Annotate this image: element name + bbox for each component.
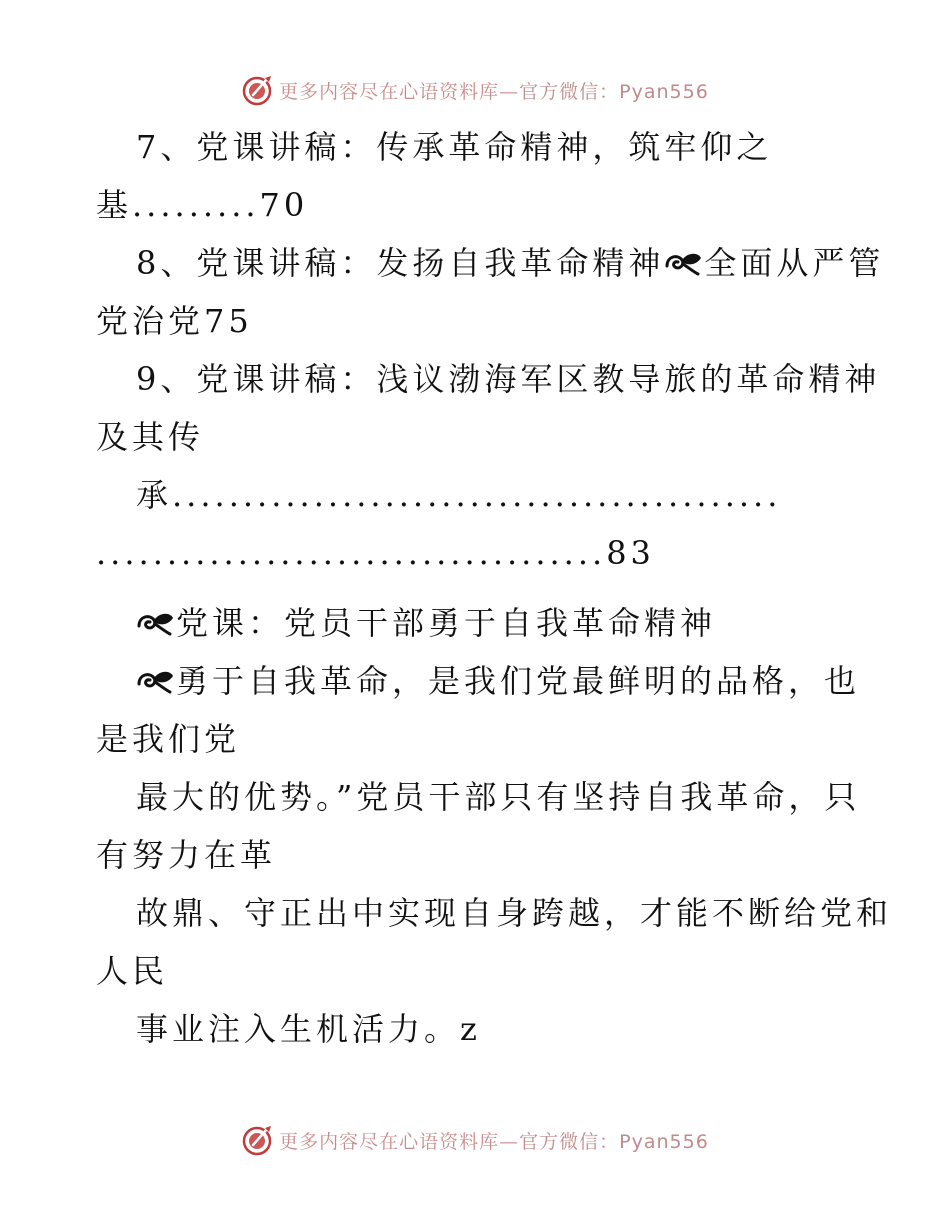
toc-item-8[interactable]: 8、党课讲稿：发扬自我革命精神 全面从严管 <box>136 244 885 282</box>
quill-seal-icon <box>241 1124 273 1156</box>
header-site-name: 更多内容尽在心语资料库 <box>279 80 500 103</box>
quill-seal-icon <box>241 74 273 106</box>
header-separator: — <box>499 80 520 103</box>
toc-item-9[interactable]: 9、党课讲稿：浅议渤海军区教导旅的革命精神 <box>136 360 881 398</box>
section-heading: 党课：党员干部勇于自我革命精神 <box>96 594 856 652</box>
footer-separator: — <box>499 1130 520 1153</box>
paragraph-line: 勇于自我革命，是我们党最鲜明的品格，也 <box>96 652 856 710</box>
paragraph-line: 故鼎、守正出中实现自身跨越，才能不断给党和 <box>136 894 893 932</box>
paragraph-line: 人民 <box>96 952 169 990</box>
paragraph-line: 有努力在革 <box>96 836 277 874</box>
footer-banner <box>0 1120 950 1160</box>
footer-wechat: 官方微信：Pyan556 <box>519 1130 709 1153</box>
header-banner <box>0 70 950 110</box>
toc-item-7[interactable]: 7、党课讲稿：传承革命精神，筑牢仰之 <box>136 128 773 166</box>
toc-item-9-dots[interactable]: 承........................................... <box>136 476 782 514</box>
toc-item-7-cont[interactable]: 基.........70 <box>96 186 309 224</box>
header-text <box>279 77 709 104</box>
paragraph-line: 是我们党 <box>96 720 241 758</box>
toc-item-9-cont[interactable]: 及其传 <box>96 418 205 456</box>
paragraph-line: 事业注入生机活力。z <box>136 1010 481 1048</box>
toc-item-8-cont[interactable]: 党治党75 <box>96 302 253 340</box>
leaf-ornament-icon <box>664 248 704 276</box>
paragraph-line: 最大的优势。”党员干部只有坚持自我革命，只 <box>136 778 861 816</box>
footer-text <box>279 1127 709 1154</box>
leaf-ornament-icon <box>136 666 176 694</box>
page-content <box>96 118 893 1058</box>
leaf-ornament-icon <box>136 608 176 636</box>
header-wechat: 官方微信：Pyan556 <box>519 80 709 103</box>
toc-item-9-page[interactable]: ....................................83 <box>96 534 655 572</box>
footer-site-name: 更多内容尽在心语资料库 <box>279 1130 500 1153</box>
